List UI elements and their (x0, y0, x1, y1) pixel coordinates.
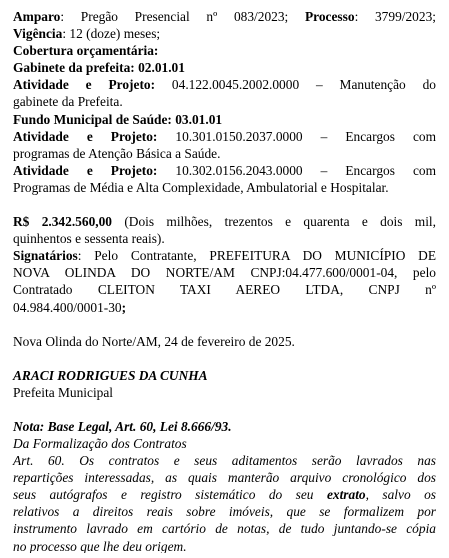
legal-note-subtitle: Da Formalização dos Contratos (13, 435, 187, 451)
fundo-atividade-2-label: Atividade e Projeto: (13, 162, 158, 178)
vigencia-label: Vigência (13, 26, 63, 42)
signatarios-label: Signatários (13, 248, 78, 264)
signatarios-line2: NOVA OLINDA DO NORTE/AM CNPJ:04.477.600/0001-04, pelo (13, 265, 436, 281)
gabinete-atividade-line1 (13, 76, 436, 93)
legal-note-line4: relativos a direitos reais sobre imóveis, que se formalizem por (13, 504, 436, 520)
fundo-atividade-1-line1 (13, 128, 436, 145)
signatory-role: Prefeita Municipal (13, 384, 114, 400)
gabinete-atividade-line2: gabinete da Prefeita. (13, 94, 123, 110)
legal-note-line3-start: seus autógrafos e registro sistemático do seu (13, 487, 327, 503)
valor-amount: R$ 2.342.560,00 (13, 214, 112, 230)
date-line: Nova Olinda do Norte/AM, 24 de fevereiro de 2025. (13, 333, 295, 349)
contratado-cnpj: 04.984.400/0001-30 (13, 299, 122, 315)
fundo-atividade-1-value: 10.301.0150.2037.0000 – Encargos com (157, 128, 436, 144)
fundo-heading: Fundo Municipal de Saúde: 03.01.01 (13, 111, 223, 127)
legal-note-line6: no processo que lhe deu origem. (13, 538, 187, 553)
signatarios-line1 (13, 247, 436, 264)
amparo-label: Amparo (13, 9, 61, 24)
contract-extract-page (13, 8, 436, 553)
fundo-atividade-2-line1 (13, 162, 436, 179)
signatarios-end: ; (121, 299, 127, 315)
vigencia-value: : 12 (doze) meses; (62, 26, 161, 42)
signatarios-text: : Pelo Contratante, PREFEITURA DO MUNICÍPIO DE (77, 248, 436, 264)
signatarios-line3: Contratado CLEITON TAXI AEREO LTDA, CNPJ nº (13, 282, 436, 298)
fundo-atividade-1-line2: programas de Atenção Básica a Saúde. (13, 145, 221, 161)
valor-line1 (13, 213, 436, 230)
gabinete-atividade-label: Atividade e Projeto: (13, 77, 156, 93)
processo-value: : 3799/2023; (354, 9, 436, 24)
signatory-name: ARACI RODRIGUES DA CUNHA (13, 367, 208, 383)
gabinete-atividade-value: 04.122.0045.2002.0000 – Manutenção do (155, 77, 436, 93)
legal-note-line3-end: , salvo os (365, 487, 436, 503)
cobertura-heading: Cobertura orçamentária: (13, 43, 159, 59)
legal-note-line5: instrumento lavrado em cartório de notas, de tudo juntando-se cópia (13, 521, 436, 537)
legal-note-line3 (13, 486, 436, 503)
valor-extenso: (Dois milhões, trezentos e quarenta e dois mil, (112, 214, 436, 230)
fundo-atividade-2-value: 10.302.0156.2043.0000 – Encargos com (157, 162, 436, 178)
vigencia-line (13, 25, 436, 42)
fundo-atividade-2-line2: Programas de Média e Alta Complexidade, Ambulatorial e Hospitalar. (13, 179, 389, 195)
fundo-atividade-1-label: Atividade e Projeto: (13, 128, 158, 144)
amparo-value: : Pregão Presencial nº 083/2023; (60, 9, 289, 24)
amparo-processo-line (13, 8, 436, 25)
signatarios-line4 (13, 299, 436, 316)
gabinete-heading: Gabinete da prefeita: 02.01.01 (13, 60, 185, 76)
legal-note-line2: repartições interessadas, as quais manterão arquivo cronológico dos (13, 470, 436, 486)
legal-note-extrato: extrato (326, 487, 366, 503)
legal-note-title: Nota: Base Legal, Art. 60, Lei 8.666/93. (13, 418, 232, 434)
legal-note-line1: Art. 60. Os contratos e seus aditamentos serão lavrados nas (13, 453, 436, 469)
valor-line2: quinhentos e sessenta reais). (13, 231, 165, 247)
processo-label: Processo (304, 9, 355, 24)
